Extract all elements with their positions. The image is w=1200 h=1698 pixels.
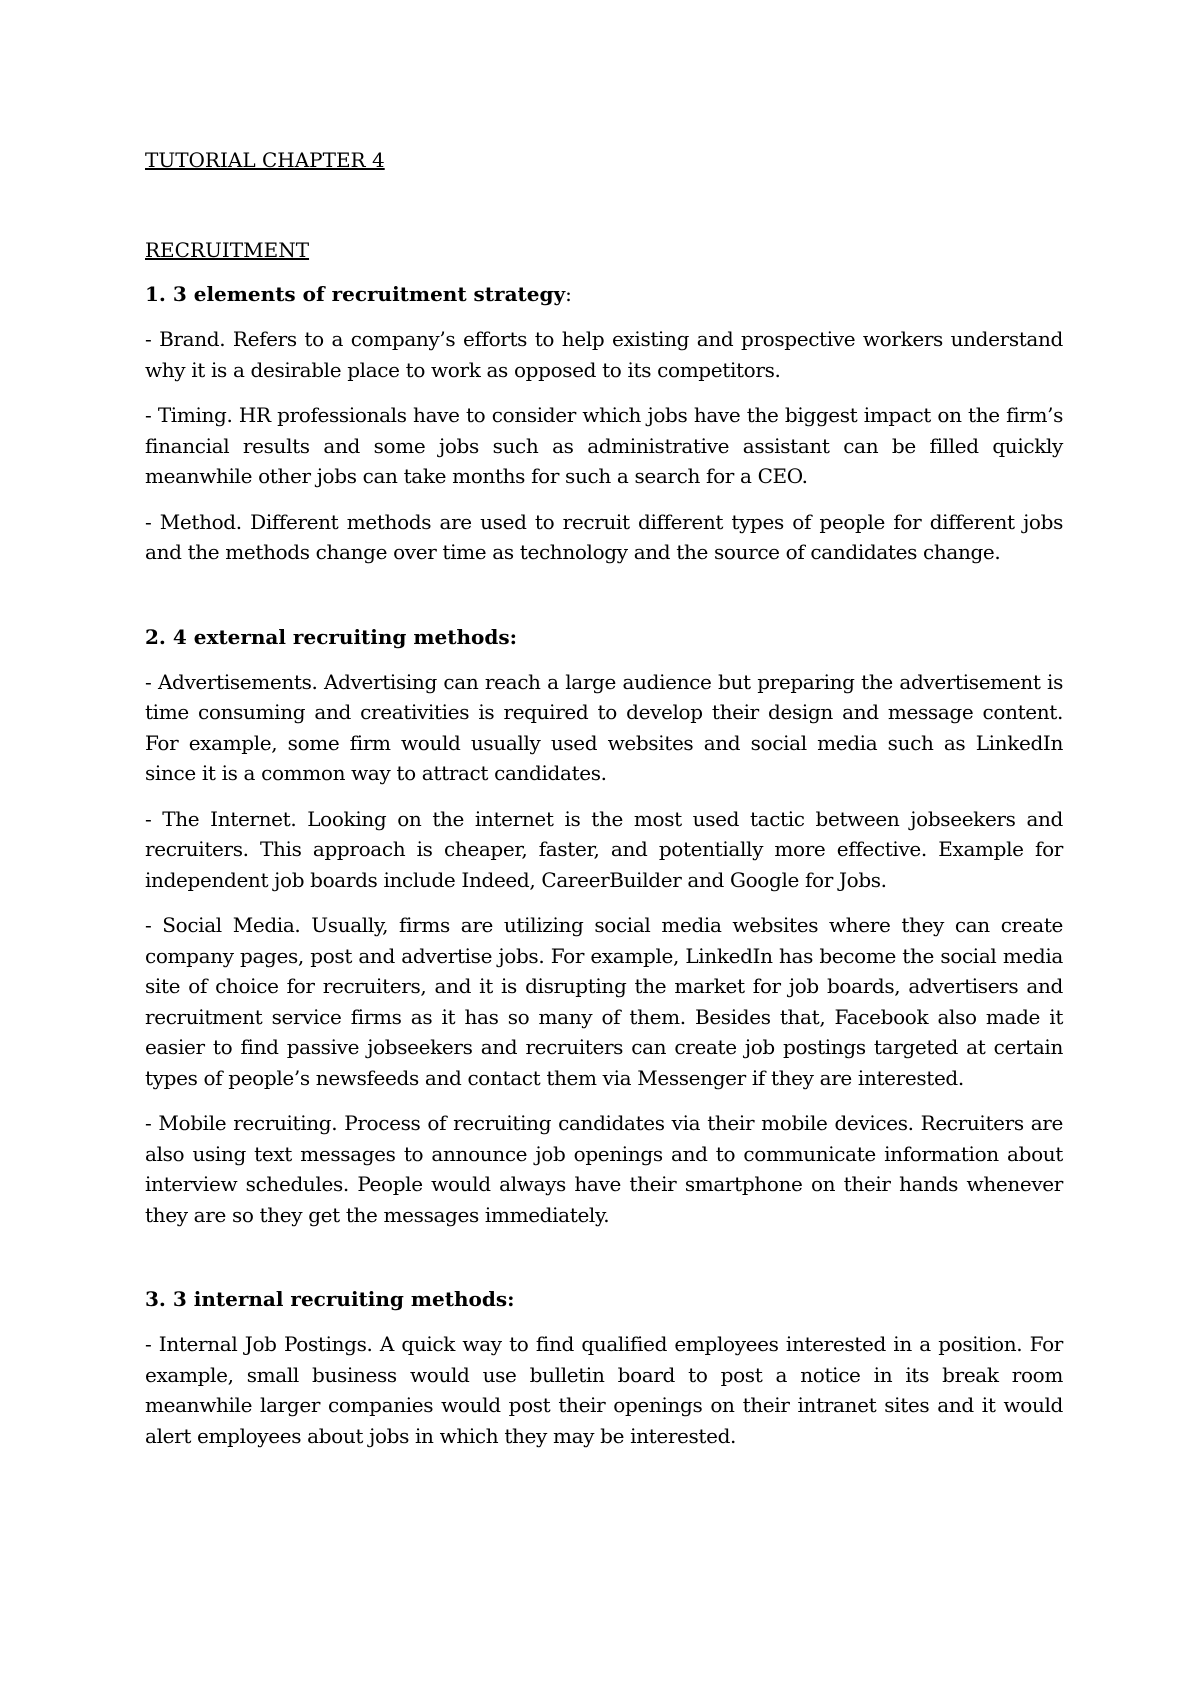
part2-heading: 2. 4 external recruiting methods: (145, 624, 518, 649)
document-page (145, 145, 1063, 1451)
part1-heading-text: 1. 3 elements of recruitment strategy (145, 282, 566, 306)
part1-item-method: - Method. Different methods are used to recruit different types of people for different jobs and the methods change over time as technology and the source of candidates change. (145, 509, 1063, 564)
part1-heading (145, 279, 1063, 309)
part1-heading-suffix: : (565, 282, 572, 306)
part3-item-internal-job-postings: - Internal Job Postings. A quick way to find qualified employees interested in a position. For example, small business would use bulletin board to post a notice in its break room meanwhile larger companies would post their openings on their intranet sites and it would alert employees about jobs in which they may be interested. (145, 1332, 1063, 1448)
part1-item-timing: - Timing. HR professionals have to consider which jobs have the biggest impact on the firm’s financial results and some jobs such as administrative assistant can be filled quickly meanwhile other jobs can take months for such a search for a CEO. (145, 403, 1063, 488)
part1-item-brand: - Brand. Refers to a company’s efforts to help existing and prospective workers understand why it is a desirable place to work as opposed to its competitors. (145, 327, 1063, 382)
part2-item-mobile-recruiting: - Mobile recruiting. Process of recruiting candidates via their mobile devices. Recruiters are also using text messages to announce job openings and to communicate information about interview schedules. People would always have their smartphone on their hands whenever they are so they get the messages immediately. (145, 1111, 1063, 1227)
section-label: RECRUITMENT (145, 238, 310, 262)
document-title: TUTORIAL CHAPTER 4 (145, 148, 385, 172)
part3-heading: 3. 3 internal recruiting methods: (145, 1287, 515, 1311)
part2-item-internet: - The Internet. Looking on the internet is the most used tactic between jobseekers and recruiters. This approach is cheaper, faster, and potentially more effective. Example for independent job boards include Indeed, CareerBuilder and Google for Jobs. (145, 806, 1063, 892)
part2-item-advertisements: - Advertisements. Advertising can reach a large audience but preparing the advertisement is time consuming and creativities is required to develop their design and message content. For example, some firm would usually used websites and social media such as LinkedIn since it is a common way to attract candidates. (145, 669, 1063, 785)
part2-item-social-media: - Social Media. Usually, firms are utilizing social media websites where they can create company pages, post and advertise jobs. For example, LinkedIn has become the social media site of choice for recruiters, and it is disrupting the market for job boards, advertisers and recruitment service firms as it has so many of them. Besides that, Facebook also made it easier to find passive jobseekers and recruiters can create job postings targeted at certain types of people’s newsfeeds and contact them via Messenger if they are interested. (145, 913, 1063, 1090)
